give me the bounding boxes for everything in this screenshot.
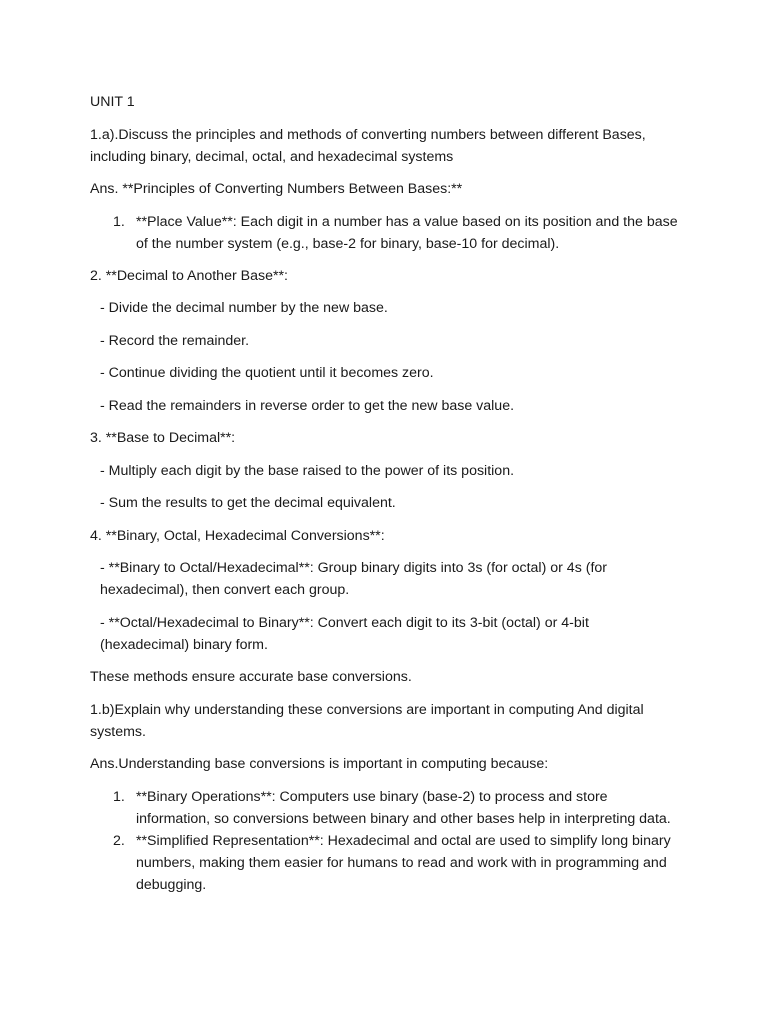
list-item-text: **Binary Operations**: Computers use binary (base-2) to process and store information, so conversions between binary and other bases help in interpreting data. <box>136 788 671 827</box>
answer-1a-intro: Ans. **Principles of Converting Numbers Between Bases:** <box>90 181 463 197</box>
section-4-item: - **Binary to Octal/Hexadecimal**: Group binary digits into 3s (for octal) or 4s (for hexadecimal), then convert each group. <box>100 560 608 598</box>
section-3-item: - Sum the results to get the decimal equivalent. <box>100 495 396 511</box>
section-2-item: - Read the remainders in reverse order to get the new base value. <box>100 397 515 414</box>
list-number: 1. <box>113 213 125 230</box>
principles-list <box>90 211 680 255</box>
section-2-item: - Continue dividing the quotient until it becomes zero. <box>100 365 434 381</box>
list-item <box>90 830 680 896</box>
list-item-text: **Simplified Representation**: Hexadecimal and octal are used to simplify long binary numbers, making them easier for humans to read and work with in programming and debugging. <box>136 832 671 893</box>
section-2-heading: 2. **Decimal to Another Base**: <box>90 267 288 284</box>
question-1a: 1.a).Discuss the principles and methods of converting numbers between different Bases, including binary, decimal, octal, and hexadecimal systems <box>90 126 646 165</box>
section-3-heading: 3. **Base to Decimal**: <box>90 430 236 446</box>
list-number: 1. <box>113 788 125 805</box>
section-4-heading: 4. **Binary, Octal, Hexadecimal Conversions**: <box>90 527 385 544</box>
list-item-text: **Place Value**: Each digit in a number has a value based on its position and the base of the number system (e.g., base-2 for binary, base-10 for decimal). <box>136 213 678 252</box>
section-4-item: - **Octal/Hexadecimal to Binary**: Convert each digit to its 3-bit (octal) or 4-bit (hexadecimal) binary form. <box>100 614 589 653</box>
section-2-item: - Divide the decimal number by the new base. <box>100 300 388 316</box>
question-1b: 1.b)Explain why understanding these conversions are important in computing And digital systems. <box>90 701 644 740</box>
list-number: 2. <box>113 832 125 849</box>
section-4-conclusion: These methods ensure accurate base conversions. <box>90 669 412 685</box>
document-page <box>90 91 680 906</box>
section-3-item: - Multiply each digit by the base raised to the power of its position. <box>100 462 515 479</box>
list-item <box>90 786 680 830</box>
unit-title: UNIT 1 <box>90 94 135 110</box>
answer-1b-intro: Ans.Understanding base conversions is important in computing because: <box>90 756 549 772</box>
importance-list <box>90 786 680 896</box>
section-2-item: - Record the remainder. <box>100 332 250 349</box>
list-item <box>90 211 680 255</box>
